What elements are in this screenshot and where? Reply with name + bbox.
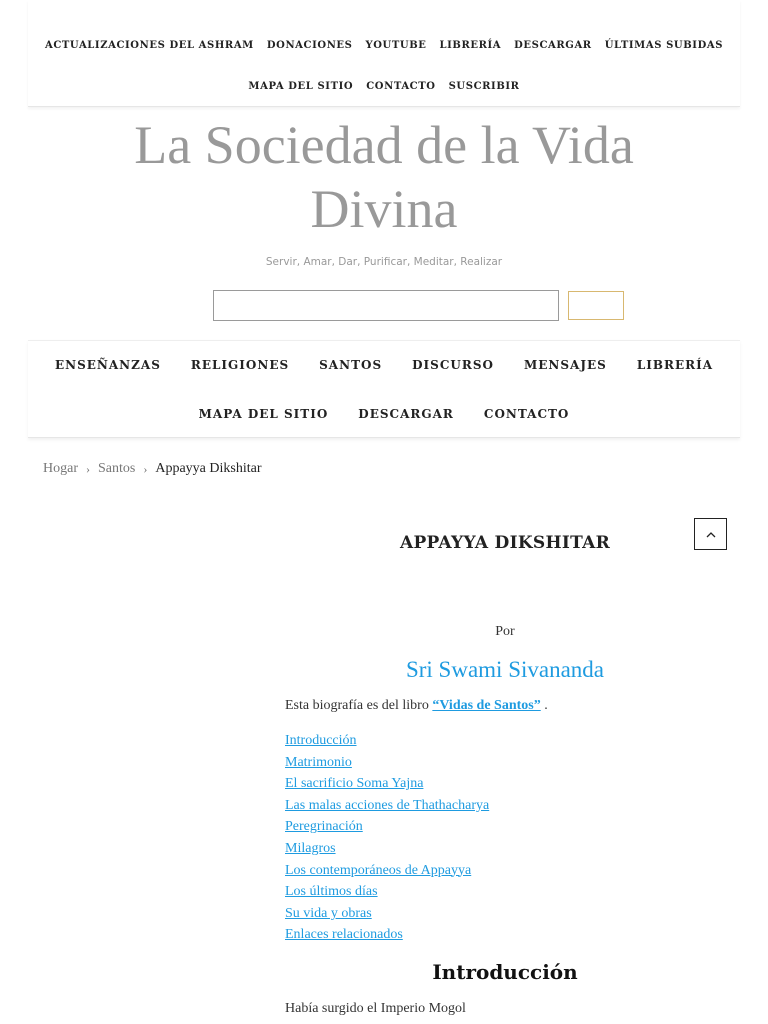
top-nav-item-donations[interactable]: DONACIONES bbox=[266, 40, 353, 51]
main-nav-item-contact[interactable]: CONTACTO bbox=[483, 407, 570, 421]
top-nav-item-ashram-updates[interactable]: ACTUALIZACIONES DEL ASHRAM bbox=[44, 40, 254, 51]
list-item bbox=[285, 818, 489, 840]
toc-link-enlaces[interactable]: Enlaces relacionados bbox=[285, 927, 403, 943]
main-nav-item-saints[interactable]: SANTOS bbox=[319, 358, 383, 372]
main-nav-item-download[interactable]: DESCARGAR bbox=[358, 407, 454, 421]
toc-link-milagros[interactable]: Milagros bbox=[285, 840, 336, 856]
top-nav-item-bookstore[interactable]: LIBRERÍA bbox=[439, 40, 502, 51]
top-nav-row-1 bbox=[28, 40, 740, 51]
top-nav-item-latest-uploads[interactable]: ÚLTIMAS SUBIDAS bbox=[604, 40, 724, 51]
top-navigation bbox=[28, 0, 740, 107]
source-suffix: . bbox=[540, 698, 548, 713]
toc-link-peregrinacion[interactable]: Peregrinación bbox=[285, 819, 363, 835]
list-item bbox=[285, 775, 489, 797]
toc-link-vida-y-obras[interactable]: Su vida y obras bbox=[285, 905, 372, 921]
section-heading: Introducción bbox=[432, 960, 578, 984]
site-tagline: Servir, Amar, Dar, Purificar, Meditar, Realizar bbox=[265, 256, 503, 268]
site-title-line-2: Divina bbox=[310, 179, 458, 239]
list-item bbox=[285, 862, 489, 884]
main-nav-item-messages[interactable]: MENSAJES bbox=[523, 358, 607, 372]
top-nav-item-subscribe[interactable]: SUSCRIBIR bbox=[448, 81, 520, 92]
breadcrumb-current: Appayya Dikshitar bbox=[155, 461, 262, 476]
toc-link-introduccion[interactable]: Introducción bbox=[285, 733, 357, 748]
top-nav-item-contact[interactable]: CONTACTO bbox=[366, 81, 436, 92]
site-title[interactable] bbox=[0, 113, 768, 241]
breadcrumb-saints-link[interactable]: Santos bbox=[98, 461, 136, 476]
top-nav-item-youtube[interactable]: YOUTUBE bbox=[365, 40, 427, 51]
main-nav-item-bookstore[interactable]: LIBRERÍA bbox=[636, 358, 714, 372]
top-nav-item-download[interactable]: DESCARGAR bbox=[514, 40, 592, 51]
site-title-line-1: La Sociedad de la Vida bbox=[134, 115, 634, 175]
main-nav-item-discourse[interactable]: DISCURSO bbox=[412, 358, 494, 372]
main-nav-item-teachings[interactable]: ENSEÑANZAS bbox=[54, 358, 161, 372]
source-book-link[interactable]: “Vidas de Santos” bbox=[432, 698, 541, 713]
page-title: APPAYYA DIKSHITAR bbox=[399, 533, 611, 553]
search-button[interactable] bbox=[568, 291, 624, 320]
source-prefix: Esta biografía es del libro bbox=[285, 698, 433, 713]
list-item bbox=[285, 926, 489, 948]
main-nav-item-religions[interactable]: RELIGIONES bbox=[190, 358, 290, 372]
main-nav-row-1 bbox=[28, 358, 740, 372]
breadcrumb-separator: › bbox=[86, 461, 90, 476]
breadcrumb-home-link[interactable]: Hogar bbox=[43, 461, 78, 476]
list-item bbox=[285, 754, 489, 776]
source-line bbox=[285, 698, 548, 714]
toc-link-matrimonio[interactable]: Matrimonio bbox=[285, 754, 352, 770]
author-name: Sri Swami Sivananda bbox=[405, 657, 605, 682]
toc-link-ultimos-dias[interactable]: Los últimos días bbox=[285, 884, 378, 900]
main-navigation bbox=[28, 340, 740, 438]
search-input[interactable] bbox=[213, 290, 559, 321]
main-nav-row-2 bbox=[28, 407, 740, 421]
list-item bbox=[285, 883, 489, 905]
main-nav-item-sitemap[interactable]: MAPA DEL SITIO bbox=[198, 407, 329, 421]
toc-link-soma-yajna[interactable]: El sacrificio Soma Yajna bbox=[285, 776, 424, 792]
toc-link-contemporaneos[interactable]: Los contemporáneos de Appayya bbox=[285, 862, 472, 878]
list-item bbox=[285, 840, 489, 862]
byline-label: Por bbox=[495, 624, 515, 639]
top-nav-item-sitemap[interactable]: MAPA DEL SITIO bbox=[248, 81, 354, 92]
list-item bbox=[285, 797, 489, 819]
list-item bbox=[285, 905, 489, 927]
breadcrumb-separator: › bbox=[143, 461, 148, 476]
top-nav-row-2 bbox=[28, 81, 740, 92]
body-paragraph: Había surgido el Imperio Mogol bbox=[285, 1001, 466, 1016]
list-item bbox=[285, 732, 489, 754]
toc-link-thathacharya[interactable]: Las malas acciones de Thathacharya bbox=[285, 797, 490, 813]
breadcrumb bbox=[43, 461, 262, 477]
table-of-contents bbox=[285, 732, 489, 948]
